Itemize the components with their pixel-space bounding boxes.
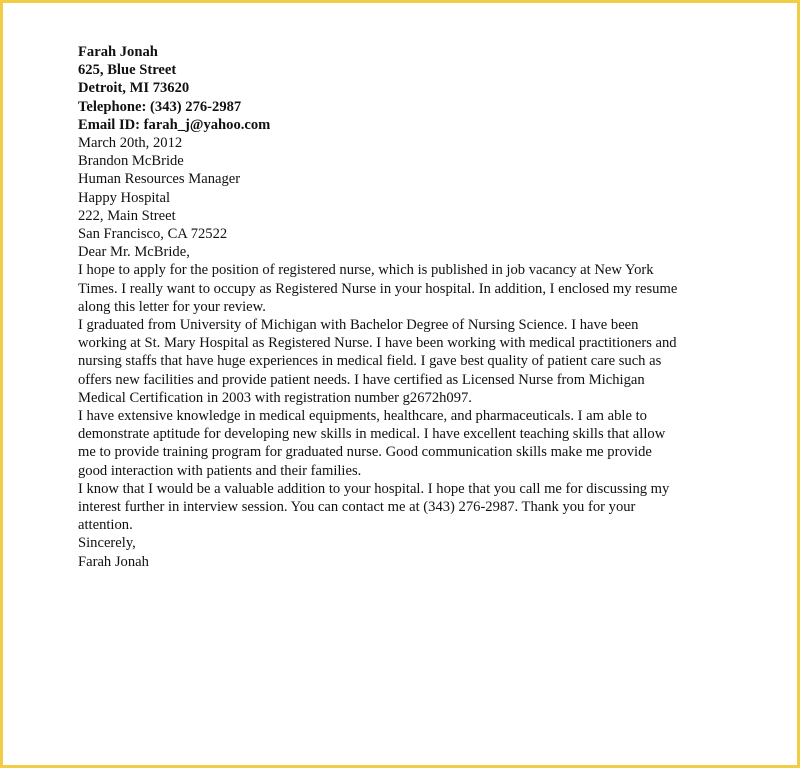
- letter-date: March 20th, 2012: [78, 135, 183, 152]
- body-paragraph-3: [78, 407, 738, 480]
- body-paragraph-2: [78, 316, 738, 407]
- body-paragraph-4: [78, 480, 738, 535]
- paragraph-line: good interaction with patients and their families.: [78, 462, 362, 479]
- sender-telephone: Telephone: (343) 276-2987: [78, 98, 242, 115]
- paragraph-line: along this letter for your review.: [78, 298, 266, 315]
- paragraph-line: nursing staffs that have huge experiences in medical field. I gave best quality of patient care such as: [78, 353, 662, 370]
- cover-letter: [78, 43, 738, 571]
- sender-name: Farah Jonah: [78, 44, 158, 60]
- sender-street: 625, Blue Street: [78, 62, 177, 79]
- body-paragraph-1: [78, 261, 738, 316]
- paragraph-line: demonstrate aptitude for developing new skills in medical. I have excellent teaching skills that allow: [78, 426, 666, 443]
- paragraph-line: Times. I really want to occupy as Registered Nurse in your hospital. In addition, I enclosed my resume: [78, 280, 678, 297]
- sender-email: Email ID: farah_j@yahoo.com: [78, 116, 271, 133]
- sender-city: Detroit, MI 73620: [78, 80, 190, 97]
- recipient-address-block: [78, 152, 738, 243]
- paragraph-line: interest further in interview session. You can contact me at (343) 276-2987. Thank you for your: [78, 499, 636, 516]
- recipient-title: Human Resources Manager: [78, 171, 241, 188]
- salutation: Dear Mr. McBride,: [78, 244, 190, 261]
- paragraph-line: offers new facilities and provide patient needs. I have certified as Licensed Nurse from Michigan: [78, 371, 645, 388]
- paragraph-line: I know that I would be a valuable addition to your hospital. I hope that you call me for discussing my: [78, 480, 670, 497]
- paragraph-line: Medical Certification in 2003 with registration number g2672h097.: [78, 389, 472, 406]
- signature-name: Farah Jonah: [78, 553, 149, 570]
- paragraph-line: I hope to apply for the position of registered nurse, which is published in job vacancy at New York: [78, 262, 654, 279]
- recipient-company: Happy Hospital: [78, 189, 171, 206]
- recipient-name: Brandon McBride: [78, 153, 184, 170]
- closing: Sincerely,: [78, 535, 136, 552]
- paragraph-line: attention.: [78, 517, 133, 534]
- paragraph-line: me to provide training program for graduated nurse. Good communication skills make me provide: [78, 444, 652, 461]
- sender-address-block: [78, 43, 738, 134]
- paragraph-line: I graduated from University of Michigan with Bachelor Degree of Nursing Science. I have been: [78, 317, 639, 334]
- paragraph-line: I have extensive knowledge in medical equipments, healthcare, and pharmaceuticals. I am able to: [78, 408, 647, 425]
- paragraph-line: working at St. Mary Hospital as Registered Nurse. I have been working with medical practitioners and: [78, 335, 677, 352]
- recipient-street: 222, Main Street: [78, 207, 176, 224]
- recipient-city: San Francisco, CA 72522: [78, 226, 228, 243]
